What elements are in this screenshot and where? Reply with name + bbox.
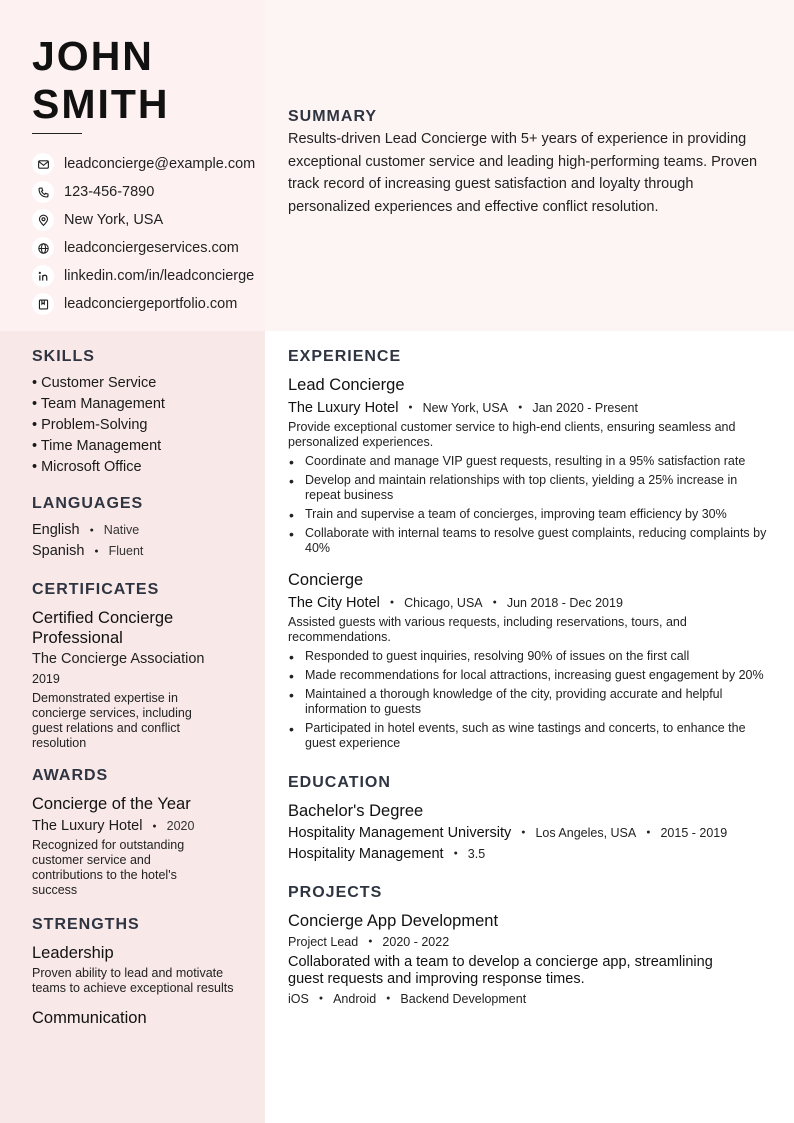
strength-item	[32, 943, 237, 996]
separator-dot: ●	[368, 938, 373, 945]
contact-text: New York, USA	[64, 212, 164, 228]
strength-name: Communication	[32, 1009, 147, 1027]
location-pin-icon	[32, 209, 54, 231]
separator-dot: ●	[94, 548, 99, 555]
separator-dot: ●	[318, 995, 324, 1002]
skills-list	[32, 373, 247, 478]
certificate-name: Certified Concierge Professional	[32, 609, 174, 647]
language-item	[32, 520, 247, 541]
project-description: Collaborated with a team to develop a concierge app, streamlining guest requests and improving response times.	[288, 954, 713, 987]
job-location: Chicago, USA	[404, 596, 483, 610]
job-description: Provide exceptional customer service to high-end clients, ensuring seamless and personalized experiences.	[288, 420, 736, 449]
language-name: English	[32, 522, 80, 538]
strength-description: Proven ability to lead and motivate teams to achieve exceptional results	[32, 966, 234, 995]
skill-item: • Problem-Solving	[32, 417, 148, 433]
certificate-issuer: The Concierge Association	[32, 651, 205, 667]
phone-icon	[32, 181, 54, 203]
project-role: Project Lead	[288, 935, 359, 949]
contact-email[interactable]	[32, 150, 272, 178]
project-meta	[288, 932, 773, 952]
portfolio-icon	[32, 293, 54, 315]
strength-item	[32, 1008, 237, 1028]
certificates-heading: CERTIFICATES	[32, 581, 160, 598]
language-level: Fluent	[108, 544, 144, 558]
project-name: Concierge App Development	[288, 912, 499, 930]
strength-name: Leadership	[32, 944, 114, 962]
project-tags	[288, 989, 773, 1009]
education-school: Hospitality Management University	[288, 825, 512, 841]
award-year: 2020	[166, 819, 195, 833]
job-bullet: • Coordinate and manage VIP guest requests, resulting in a 95% satisfaction rate	[288, 454, 773, 469]
contact-text: 123-456-7890	[64, 184, 155, 200]
education-gpa: 3.5	[467, 847, 486, 861]
separator-dot: ●	[518, 404, 523, 411]
contact-text: leadconciergeservices.com	[64, 240, 239, 256]
project-tag: Android	[333, 992, 377, 1006]
right-column	[288, 347, 773, 1009]
education-field: Hospitality Management	[288, 846, 444, 862]
contact-location	[32, 206, 272, 234]
job-meta	[288, 593, 773, 613]
award-meta	[32, 816, 212, 837]
job-bullets	[288, 454, 773, 556]
job-description: Assisted guests with various requests, including reservations, tours, and recommendations.	[288, 615, 687, 644]
job-company: The Luxury Hotel	[288, 400, 399, 416]
name-divider	[32, 133, 82, 134]
skill-item: • Customer Service	[32, 375, 157, 391]
job-meta	[288, 398, 773, 418]
experience-heading: EXPERIENCE	[288, 348, 402, 365]
education-entry	[288, 801, 773, 864]
education-location: Los Angeles, USA	[535, 826, 637, 840]
job-company: The City Hotel	[288, 595, 380, 611]
separator-dot: ●	[389, 599, 395, 606]
contact-text: leadconcierge@example.com	[64, 156, 256, 172]
job-bullet: • Develop and maintain relationships with top clients, yielding a 25% increase in repeat business	[288, 473, 773, 503]
skill-item: • Time Management	[32, 438, 162, 454]
separator-dot: ●	[89, 527, 94, 534]
contact-phone[interactable]	[32, 178, 272, 206]
education-degree: Bachelor's Degree	[288, 802, 424, 820]
separator-dot: ●	[408, 404, 413, 411]
language-item	[32, 541, 247, 562]
contact-website[interactable]	[32, 234, 272, 262]
contact-portfolio[interactable]	[32, 290, 272, 318]
job-entry	[288, 570, 773, 751]
award-issuer: The Luxury Hotel	[32, 818, 143, 834]
job-bullet: • Collaborate with internal teams to resolve guest complaints, reducing complaints by 40%	[288, 526, 773, 556]
job-dates: Jan 2020 - Present	[532, 401, 638, 415]
strengths-heading: STRENGTHS	[32, 916, 140, 933]
languages-list	[32, 520, 247, 562]
mail-icon	[32, 153, 54, 175]
linkedin-icon	[32, 265, 54, 287]
job-entry	[288, 375, 773, 556]
education-field-row	[288, 844, 773, 864]
language-name: Spanish	[32, 543, 85, 559]
job-title: Concierge	[288, 571, 364, 589]
separator-dot: ●	[646, 829, 651, 836]
project-tag: iOS	[288, 992, 309, 1006]
separator-dot: ●	[386, 995, 391, 1002]
skill-item: • Team Management	[32, 396, 165, 412]
job-bullet: • Responded to guest inquiries, resolving 90% of issues on the first call	[288, 649, 773, 664]
contact-list	[32, 150, 272, 318]
name-first: JOHN	[32, 33, 154, 79]
contact-linkedin[interactable]	[32, 262, 272, 290]
separator-dot: ●	[453, 850, 458, 857]
job-bullet: • Participated in hotel events, such as wine tastings and concerts, to enhance the guest experience	[288, 721, 773, 751]
award-item	[32, 794, 212, 898]
certificate-item	[32, 608, 212, 751]
projects-heading: PROJECTS	[288, 884, 383, 901]
job-bullet: • Made recommendations for local attractions, increasing guest engagement by 20%	[288, 668, 773, 683]
name-last: SMITH	[32, 81, 170, 127]
job-title: Lead Concierge	[288, 376, 405, 394]
candidate-name	[32, 32, 262, 128]
project-entry	[288, 911, 773, 1009]
separator-dot: ●	[152, 823, 157, 830]
summary-text: Results-driven Lead Concierge with 5+ years of experience in providing exceptional customer service and leading high-performing teams. Proven track record of increasing guest satisfaction and loyalty through personalized experiences and effective conflict resolution.	[288, 131, 758, 215]
contact-text: leadconciergeportfolio.com	[64, 296, 238, 312]
left-column	[32, 347, 247, 1028]
skills-heading: SKILLS	[32, 348, 95, 365]
language-level: Native	[103, 523, 140, 537]
separator-dot: ●	[492, 599, 497, 606]
job-bullets	[288, 649, 773, 751]
globe-icon	[32, 237, 54, 259]
education-meta	[288, 823, 773, 843]
job-bullet: • Maintained a thorough knowledge of the city, providing accurate and helpful information to guests	[288, 687, 773, 717]
job-bullet: • Train and supervise a team of concierges, improving team efficiency by 30%	[288, 507, 773, 522]
separator-dot: ●	[521, 829, 526, 836]
project-tag: Backend Development	[400, 992, 527, 1006]
project-dates: 2020 - 2022	[382, 935, 450, 949]
education-dates: 2015 - 2019	[660, 826, 728, 840]
awards-heading: AWARDS	[32, 767, 109, 784]
certificate-year: 2019	[32, 672, 60, 686]
award-description: Recognized for outstanding customer service and contributions to the hotel's success	[32, 838, 185, 897]
certificate-description: Demonstrated expertise in concierge services, including guest relations and conflict resolution	[32, 691, 192, 750]
job-location: New York, USA	[422, 401, 509, 415]
job-dates: Jun 2018 - Dec 2019	[506, 596, 623, 610]
award-name: Concierge of the Year	[32, 795, 191, 813]
languages-heading: LANGUAGES	[32, 495, 144, 512]
skill-item: • Microsoft Office	[32, 459, 142, 475]
summary-heading: SUMMARY	[288, 108, 378, 125]
education-heading: EDUCATION	[288, 774, 391, 791]
contact-text: linkedin.com/in/leadconcierge	[64, 268, 255, 284]
